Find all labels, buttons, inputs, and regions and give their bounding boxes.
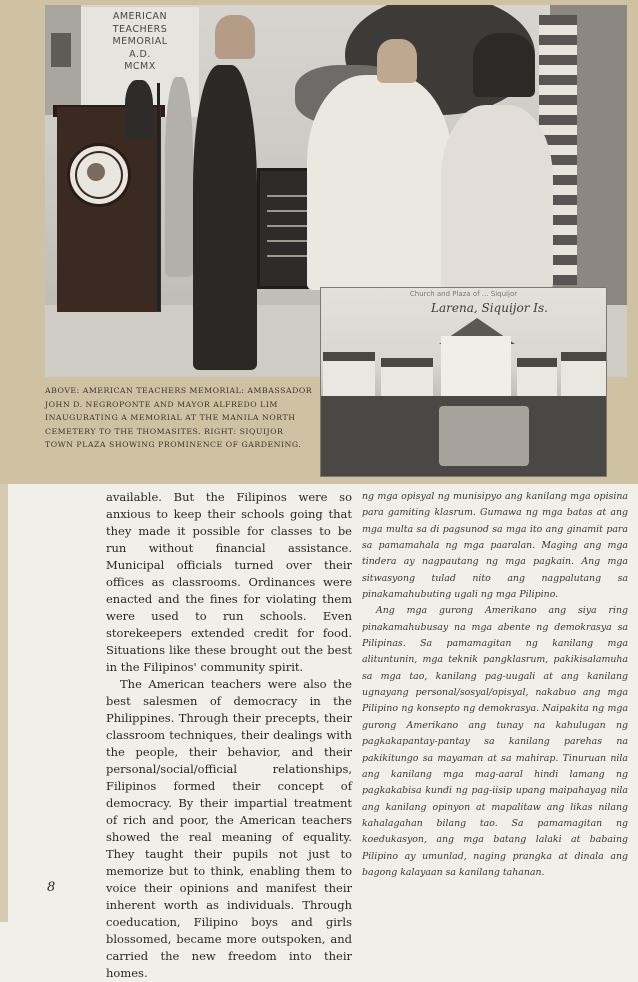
memorial-inscription: AMERICAN TEACHERS MEMORIAL A.D. MCMX — [112, 11, 168, 72]
english-column — [106, 489, 352, 982]
mayor-figure — [307, 75, 452, 290]
building-window — [51, 33, 71, 67]
tagalog-paragraph: ng mga opisyal ng munisipyo ang kanilang mga opisina para gamiting klasrum. Gumawa ng mga batas at ang mga multa sa di pagsunod sa mga ito ang ginamit para sa pamamahala ng mga paaralan. Maging ang mga tindera ay nagpautang ng mga pagkain. Ang mga sitwasyong tulad nito ang nagpalutang sa pinakamahubuting ugali ng mga Pilipino. — [362, 491, 628, 601]
house — [323, 352, 375, 401]
tan-left-edge — [0, 484, 8, 922]
siquijor-plaza-photo — [320, 287, 607, 477]
woman-figure — [441, 105, 553, 290]
house — [381, 358, 433, 399]
english-paragraph: available. But the Filipinos were so anxious to keep their schools going that they made it possible for classes to be run without financial assistance. Municipal officials turned over their offices as classrooms. Ordinances were enacted and the fines for violating them were used to run schools. Even storekeepers extended credit for food. Situations like these brought out the best in the Filipinos' community spirit. — [106, 490, 352, 674]
woman-hair — [473, 33, 535, 97]
tagalog-paragraph: Ang mga gurong Amerikano ang siya ring pinakamahubusay na mga abente ng demokrasya sa Pilipinas. Sa pamamagitan ng kanilang mga alituntunin, mga teknik pangklasrum, pakikisalamuha sa mga tao, kanilang pag-uugali at ang kanilang ugnayang personal/sosyal/opisyal, nakabuo ang mga Pilipino ng konsepto ng demokrasya. Naipakita ng mga gurong Amerikano ang tunay na kahulugan ng pagkakapantay-pantay sa kanilang parehas na pakikitungo sa mayaman at sa mahirap. Tinuruan nila ang kanilang mga mag-aaral hindi lamang ng pagkakabisa kundi ng pag-iisip upang maipahayag nila ang kanilang opinyon at mapalitaw ang likas nilang kahalagahan bilang tao. Sa pamamagitan ng koedukasyon, ang mga batang lalaki at babaing Pilipino ay umunlad, naging prangka at dinala ang bagong kalayaan sa kanilang tahanan. — [362, 605, 628, 878]
attendee-left — [125, 80, 153, 140]
attendee-gray — [165, 77, 193, 277]
postcard-handwriting: Larena, Siquijor Is. — [431, 301, 548, 315]
mayor-head — [377, 39, 417, 83]
page-number: 8 — [47, 880, 56, 895]
english-paragraph: The American teachers were also the best salesmen of democracy in the Philippines. Through their precepts, their classroom techniques, their dealings with the people, their behavior, and their personal/social/official relationships, Filipinos formed their concept of democracy. By their impartial treatment of rich and poor, the American teachers showed the real meaning of equality. They taught their pupils not just to memorize but to think, enabling them to voice their opinions and manifest their inherent worth as individuals. Through coeducation, Filipino boys and girls blossomed, became more outspoken, and carried the new freedom into their homes. — [106, 677, 352, 980]
seal-emblem — [87, 163, 105, 181]
house — [561, 352, 606, 401]
house — [517, 358, 557, 399]
church-building — [441, 336, 511, 396]
tagalog-column — [362, 489, 628, 881]
microphone-stand — [157, 83, 160, 311]
plaza-fountain — [439, 406, 529, 466]
postcard-caption: Church and Plaza of ... Siquijor — [409, 290, 518, 298]
photo-caption: ABOVE: AMERICAN TEACHERS MEMORIAL: AMBASSADOR JOHN D. NEGROPONTE AND MAYOR ALFREDO LIM INAUGURATING A MEMORIAL AT THE MANILA NORTH CEMETERY TO THE THOMASITES. RIGHT: SIQUIJOR TOWN PLAZA SHOWING PROMINENCE OF GARDENING. — [45, 386, 313, 450]
ambassador-figure — [193, 65, 257, 370]
ambassador-head — [215, 15, 255, 59]
